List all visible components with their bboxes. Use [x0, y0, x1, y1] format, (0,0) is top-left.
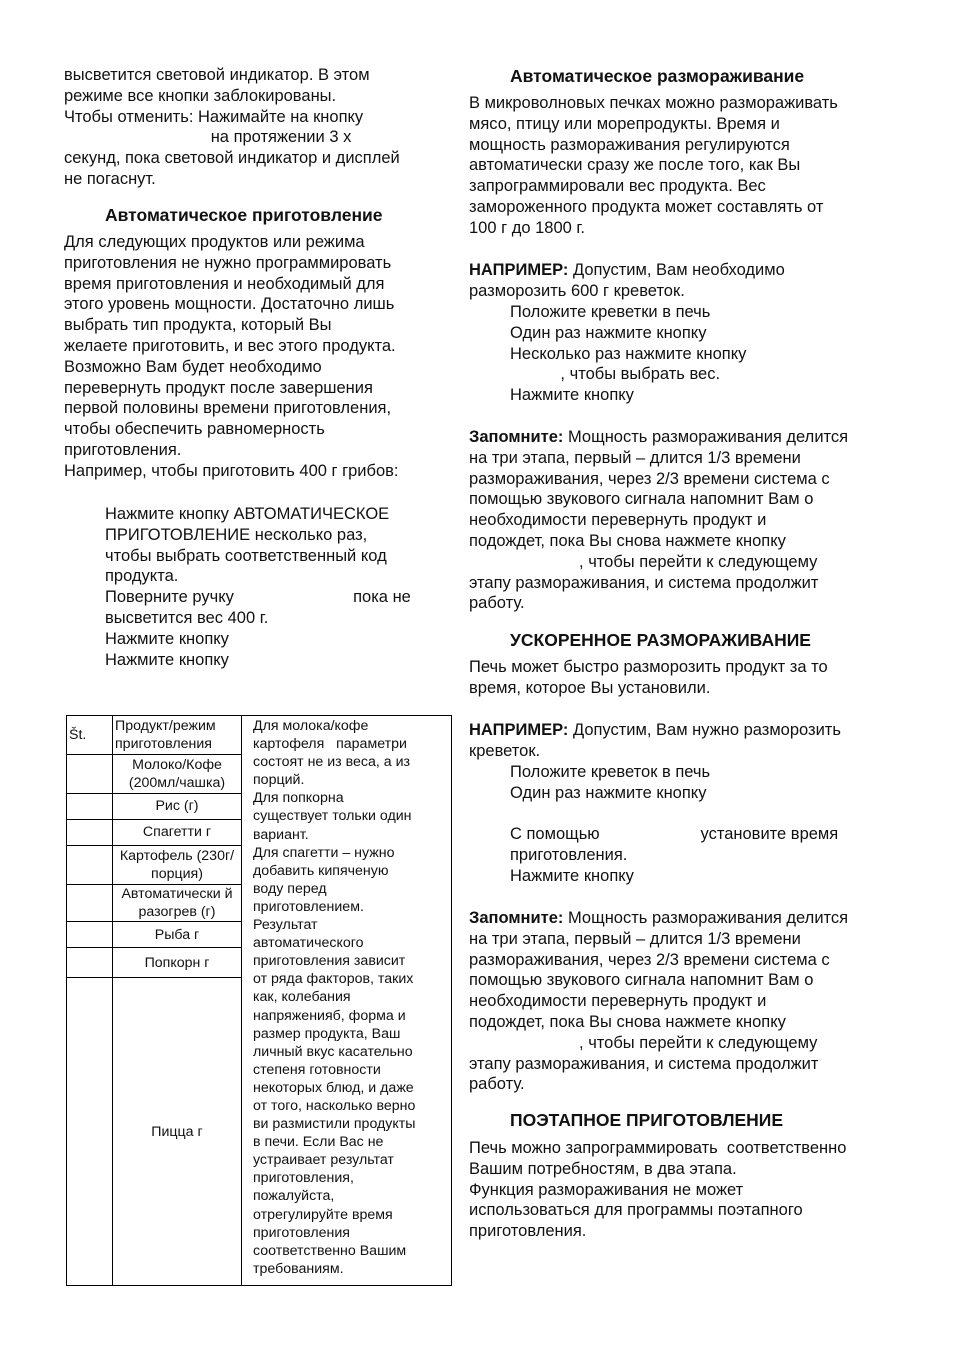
example-label: НАПРИМЕР:: [469, 261, 569, 279]
quick-defrost-text: Печь может быстро разморозить продукт за то время, которое Вы установили.: [469, 658, 828, 697]
auto-defrost-text: В микроволновых печках можно размораживать мясо, птицу или морепродукты. Время и мощность размораживания регулируются автоматически сразу же после того, как Вы запрограммировали вес продукта. Вес замороженного продукта может составлять от 100 г до 1800 г.: [469, 94, 838, 237]
example-label: НАПРИМЕР:: [469, 721, 569, 739]
table-row: Автоматически й разогрев (г): [113, 885, 242, 922]
auto-cook-heading: Автоматическое приготовление: [105, 205, 383, 225]
note-text: Мощность размораживания делится на три этапа, первый – длится 1/3 времени размораживания, через 2/3 времени система с помощью звукового сигнала напомнит Вам о необходимости перевернуть продукт и подождет, пока Вы снова нажмете кнопку , чтобы перейти к следующему этапу размораживания, и система продолжит работу.: [469, 428, 849, 613]
stage-cook-text: Печь можно запрограммировать соответственно Вашим потребностям, в два этапа. Функция размораживания не может использоваться для программы поэтапного приготовления.: [469, 1139, 847, 1241]
table-header-number: Št.: [67, 716, 113, 755]
auto-defrost-heading: Автоматическое размораживание: [510, 66, 805, 86]
table-row: Спагетти г: [113, 820, 242, 846]
note-label: Запомните:: [469, 909, 564, 927]
table-header-product: Продукт/режим приготовления: [113, 716, 242, 755]
quick-defrost-example: [469, 720, 841, 762]
example-text: Допустим, Вам необходимо разморозить 600 г креветок.: [469, 261, 785, 300]
auto-cook-steps: Нажмите кнопку АВТОМАТИЧЕСКОЕ ПРИГОТОВЛЕНИЕ несколько раз, чтобы выбрать соответственный код продукта. Поверните ручку пока не высветится вес 400 г. Нажмите кнопку Нажмите кнопку: [105, 505, 411, 669]
auto-cook-text: Для следующих продуктов или режима приготовления не нужно программировать время приготовления и необходимый для этого уровень мощности. Достаточно лишь выбрать тип продукта, который Вы желаете приготовить, и вес этого продукта. Возможно Вам будет необходимо перевернуть продукт после завершения первой половины времени приготовления, чтобы обеспечить равномерность приготовления. Например, чтобы приготовить 400 г грибов:: [64, 233, 399, 480]
defrost-example: [469, 260, 785, 302]
quick-defrost-heading: УСКОРЕННОЕ РАЗМОРАЖИВАНИЕ: [510, 630, 811, 650]
defrost-steps: Положите креветки в печь Один раз нажмите кнопку Несколько раз нажмите кнопку , чтобы выбрать вес. Нажмите кнопку: [510, 303, 747, 405]
quick-defrost-steps: Положите креветок в печь Один раз нажмите кнопку С помощью установите время приготовления. Нажмите кнопку: [510, 763, 839, 885]
defrost-note: [469, 427, 848, 614]
table-notes: Для молока/кофе картофеля параметри состоят не из веса, а из порций. Для попкорна существует тольки один вариант. Для спагетти – нужно добавить кипяченую воду перед приготовлением. Результат автоматического приготовления зависит от ряда факторов, таких как, колебания напряженияб, форма и размер продукта, Ваш личный вкус касательно степеня готовности некоторых блюд, и даже от того, насколько верно ви размистили продукты в печи. Если Вас не устраивает результат приготовления, пожалуйста, отрегулируйте время приготовления соответственно Вашим требованиям.: [242, 716, 452, 1286]
quick-defrost-note: [469, 908, 848, 1095]
table-row: Пицца г: [113, 978, 242, 1286]
table-row: Картофель (230г/порция): [113, 846, 242, 885]
lock-mode-text: высветится световой индикатор. В этом режиме все кнопки заблокированы. Чтобы отменить: Нажимайте на кнопку на протяжении 3 х секунд, пока световой индикатор и дисплей не погаснут.: [64, 66, 400, 188]
example-text: Допустим, Вам нужно разморозить креветок.: [469, 721, 841, 760]
table-row: Попкорн г: [113, 948, 242, 978]
auto-cook-table: [66, 715, 452, 1286]
table-row: Молоко/Кофе (200мл/чашка): [113, 755, 242, 794]
table-row: Рис (г): [113, 794, 242, 820]
table-row: Рыба г: [113, 922, 242, 948]
stage-cook-heading: ПОЭТАПНОЕ ПРИГОТОВЛЕНИЕ: [510, 1110, 784, 1130]
note-label: Запомните:: [469, 428, 564, 446]
note-text: Мощность размораживания делится на три этапа, первый – длится 1/3 времени размораживания, через 2/3 времени система с помощью звукового сигнала напомнит Вам о необходимости перевернуть продукт и подождет, пока Вы снова нажмете кнопку , чтобы перейти к следующему этапу размораживания, и система продолжит работу.: [469, 909, 849, 1094]
